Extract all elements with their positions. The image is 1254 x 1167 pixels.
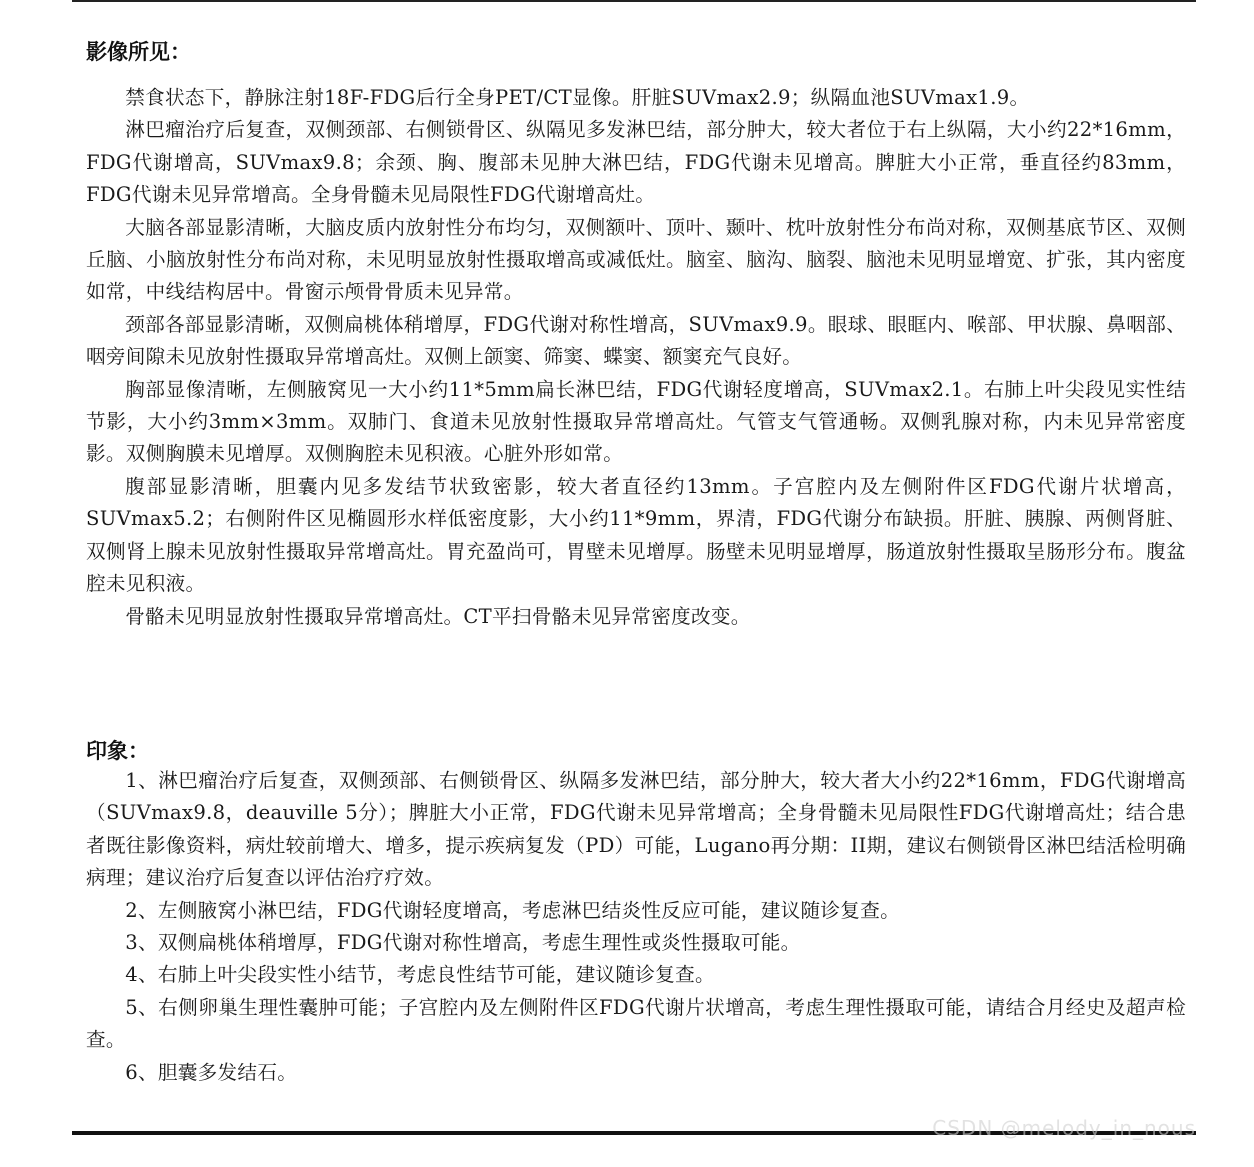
impression-item: 5、右侧卵巢生理性囊肿可能；子宫腔内及左侧附件区FDG代谢片状增高，考虑生理性摄取可能，请结合月经史及超声检查。 — [86, 995, 1186, 1052]
findings-heading: 影像所见： — [86, 40, 191, 64]
top-rule — [72, 0, 1196, 2]
findings-paragraph: 腹部显影清晰，胆囊内见多发结节状致密影，较大者直径约13mm。子宫腔内及左侧附件区FDG代谢片状增高，SUVmax5.2；右侧附件区见椭圆形水样低密度影，大小约11*9mm，界清，FDG代谢分布缺损。肝脏、胰腺、两侧肾脏、双侧肾上腺未见放射性摄取异常增高灶。胃充盈尚可，胃壁未见增厚。肠壁未见明显增厚，肠道放射性摄取呈肠形分布。腹盆腔未见积液。 — [86, 474, 1186, 596]
impression-item: 2、左侧腋窝小淋巴结，FDG代谢轻度增高，考虑淋巴结炎性反应可能，建议随诊复查。 — [125, 898, 900, 922]
findings-paragraph: 胸部显像清晰，左侧腋窝见一大小约11*5mm扁长淋巴结，FDG代谢轻度增高，SUVmax2.1。右肺上叶尖段见实性结节影，大小约3mm×3mm。双肺门、食道未见放射性摄取异常增高灶。气管支气管通畅。双侧乳腺对称，内未见异常密度影。双侧胸膜未见增厚。双侧胸腔未见积液。心脏外形如常。 — [86, 377, 1186, 466]
findings-paragraph: 淋巴瘤治疗后复查，双侧颈部、右侧锁骨区、纵隔见多发淋巴结，部分肿大，较大者位于右上纵隔，大小约22*16mm，FDG代谢增高，SUVmax9.8；余颈、胸、腹部未见肿大淋巴结，FDG代谢未见增高。脾脏大小正常，垂直径约83mm，FDG代谢未见异常增高。全身骨髓未见局限性FDG代谢增高灶。 — [86, 118, 1186, 207]
findings-body — [86, 82, 1186, 633]
findings-paragraph: 颈部各部显影清晰，双侧扁桃体稍增厚，FDG代谢对称性增高，SUVmax9.9。眼球、眼眶内、喉部、甲状腺、鼻咽部、咽旁间隙未见放射性摄取异常增高灶。双侧上颌窦、筛窦、蝶窦、额窦充气良好。 — [86, 312, 1186, 369]
impression-item: 3、双侧扁桃体稍增厚，FDG代谢对称性增高，考虑生理性或炎性摄取可能。 — [125, 931, 801, 955]
impression-item: 1、淋巴瘤治疗后复查，双侧颈部、右侧锁骨区、纵隔多发淋巴结，部分肿大，较大者大小约22*16mm，FDG代谢增高（SUVmax9.8，deauville 5分）；脾脏大小正常，FDG代谢未见异常增高；全身骨髓未见局限性FDG代谢增高灶；结合患者既往影像资料，病灶较前增大、增多，提示疾病复发（PD）可能，Lugano再分期：II期，建议右侧锁骨区淋巴结活检明确病理；建议治疗后复查以评估治疗疗效。 — [86, 769, 1186, 890]
impression-item: 6、胆囊多发结石。 — [125, 1060, 298, 1084]
impression-heading: 印象： — [86, 739, 149, 763]
findings-paragraph: 禁食状态下，静脉注射18F-FDG后行全身PET/CT显像。肝脏SUVmax2.9；纵隔血池SUVmax1.9。 — [125, 86, 1030, 109]
findings-paragraph: 大脑各部显影清晰，大脑皮质内放射性分布均匀，双侧额叶、顶叶、颞叶、枕叶放射性分布尚对称，双侧基底节区、双侧丘脑、小脑放射性分布尚对称，未见明显放射性摄取增高或减低灶。脑室、脑沟、脑裂、脑池未见明显增宽、扩张，其内密度如常，中线结构居中。骨窗示颅骨骨质未见异常。 — [86, 215, 1186, 304]
impression-body — [86, 765, 1186, 1089]
impression-item: 4、右肺上叶尖段实性小结节，考虑良性结节可能，建议随诊复查。 — [125, 963, 715, 987]
watermark: CSDN @melody_in_nous — [932, 1116, 1196, 1140]
findings-paragraph: 骨骼未见明显放射性摄取异常增高灶。CT平扫骨骼未见异常密度改变。 — [125, 604, 751, 628]
